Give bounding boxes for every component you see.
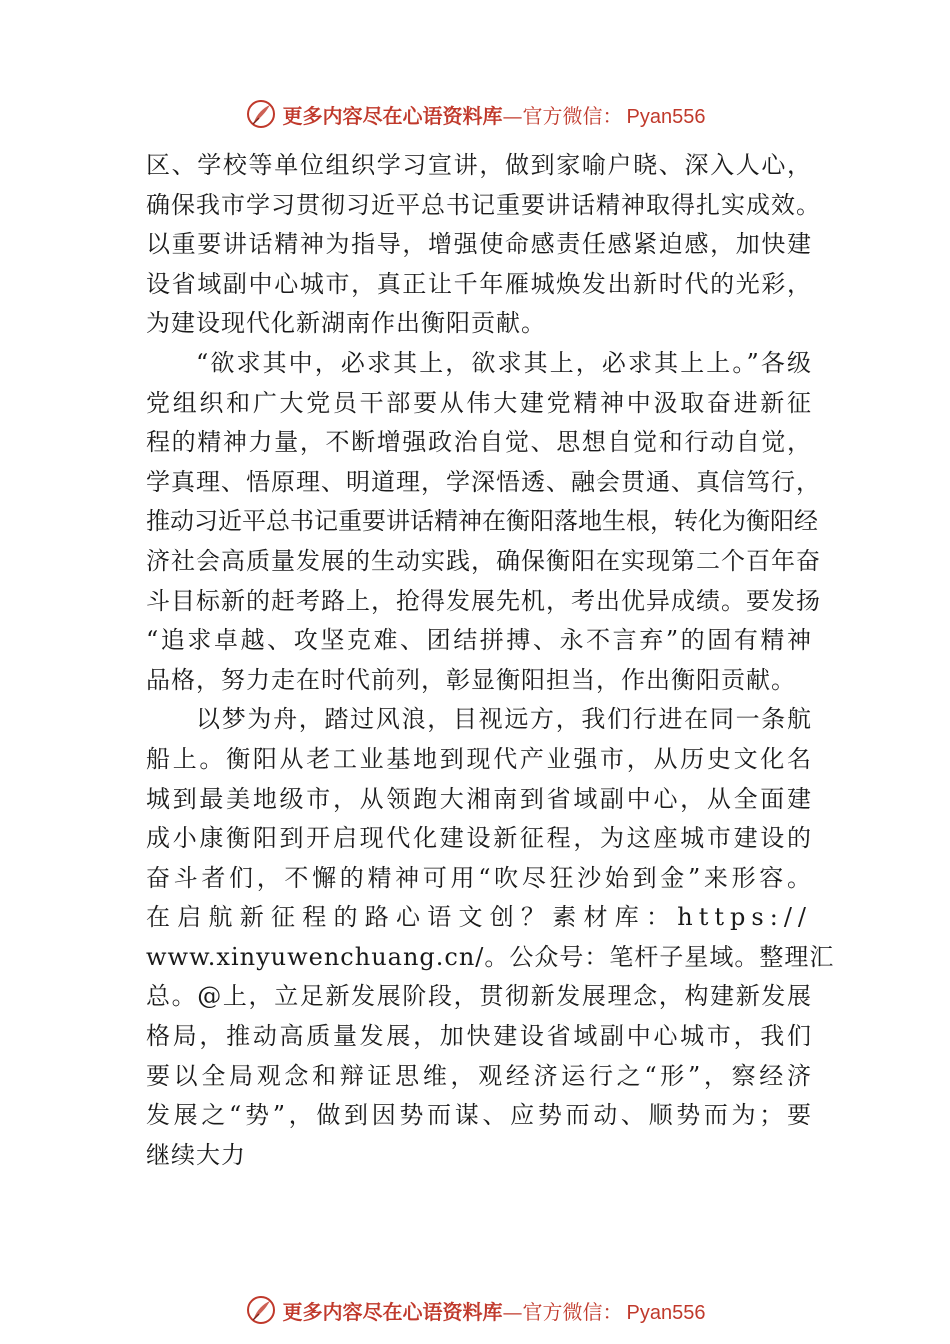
text-line: 以重要讲话精神为指导，增强使命感责任感紧迫感，加快建: [146, 230, 812, 259]
text-line: 学真理、悟原理、明道理，学深悟透、融会贯通、真信笃行，: [146, 467, 821, 496]
text-line: 区、学校等单位组织学习宣讲，做到家喻户晓、深入人心，: [146, 151, 812, 179]
footer-banner: [0, 1290, 950, 1330]
text-line: 城到最美地级市，从领跑大湘南到省域副中心，从全面建: [146, 784, 812, 813]
text-line: 成小康衡阳到开启现代化建设新征程，为这座城市建设的: [146, 824, 812, 853]
text-line: 党组织和广大党员干部要从伟大建党精神中汲取奋进新征: [146, 388, 812, 417]
banner-wechat-id: Pyan556: [626, 105, 706, 128]
text-line: 程的精神力量，不断增强政治自觉、思想自觉和行动自觉，: [146, 428, 812, 457]
banner-site-name: 更多内容尽在心语资料库: [282, 103, 503, 128]
text-line: 济社会高质量发展的生动实践，确保衡阳在实现第二个百年奋: [146, 546, 821, 575]
text-line: 船上。衡阳从老工业基地到现代产业强市，从历史文化名: [146, 744, 812, 773]
banner-separator: —: [502, 1299, 523, 1324]
paragraph-start-line: 以梦为舟，踏过风浪，目视远方，我们行进在同一条航: [196, 705, 812, 734]
text-line: 确保我市学习贯彻习近平总书记重要讲话精神取得扎实成效。: [146, 190, 821, 219]
text-line: 推动习近平总书记重要讲话精神在衡阳落地生根，转化为衡阳经: [146, 507, 818, 536]
banner-site-name: 更多内容尽在心语资料库: [282, 1299, 503, 1324]
text-line: 设省域副中心城市，真正让千年雁城焕发出新时代的光彩，: [146, 269, 812, 298]
text-line: 奋斗者们，不懈的精神可用“吹尽狂沙始到金”来形容。: [146, 863, 812, 892]
banner-wechat-label: 官方微信：: [522, 103, 623, 128]
text-line: 为建设现代化新湖南作出衡阳贡献。: [146, 309, 546, 338]
paragraph-start-line: “欲求其中，必求其上，欲求其上，必求其上上。”各级: [196, 348, 812, 377]
quill-logo-icon: [245, 98, 277, 130]
text-line: 继续大力: [146, 1140, 246, 1169]
text-line: 总。@上，立足新发展阶段，贯彻新发展理念，构建新发展: [146, 982, 812, 1011]
text-line: “追求卓越、攻坚克难、团结拼搏、永不言弃”的固有精神: [146, 626, 812, 655]
text-line: 品格，努力走在时代前列，彰显衡阳担当，作出衡阳贡献。: [146, 665, 796, 694]
banner-wechat-label: 官方微信：: [522, 1299, 623, 1324]
quill-logo-icon: [245, 1294, 277, 1326]
text-line: 在启航新征程的路心语文创？素材库：https://: [146, 903, 812, 932]
text-line: 要以全局观念和辩证思维，观经济运行之“形”，察经济: [146, 1061, 812, 1090]
text-line: 斗目标新的赶考路上，抢得发展先机，考出优异成绩。要发扬: [146, 586, 821, 615]
banner-separator: —: [502, 103, 523, 128]
text-line: 格局，推动高质量发展，加快建设省域副中心城市，我们: [146, 1022, 812, 1051]
text-line: www.xinyuwenchuang.cn/。公众号：笔杆子星域。整理汇: [146, 942, 835, 971]
banner-wechat-id: Pyan556: [626, 1301, 706, 1324]
banner-text: [283, 1296, 706, 1325]
header-banner: [0, 94, 950, 134]
text-line: 发展之“势”，做到因势而谋、应势而动、顺势而为；要: [146, 1101, 812, 1130]
banner-text: [283, 100, 706, 129]
document-body: [146, 146, 835, 1175]
